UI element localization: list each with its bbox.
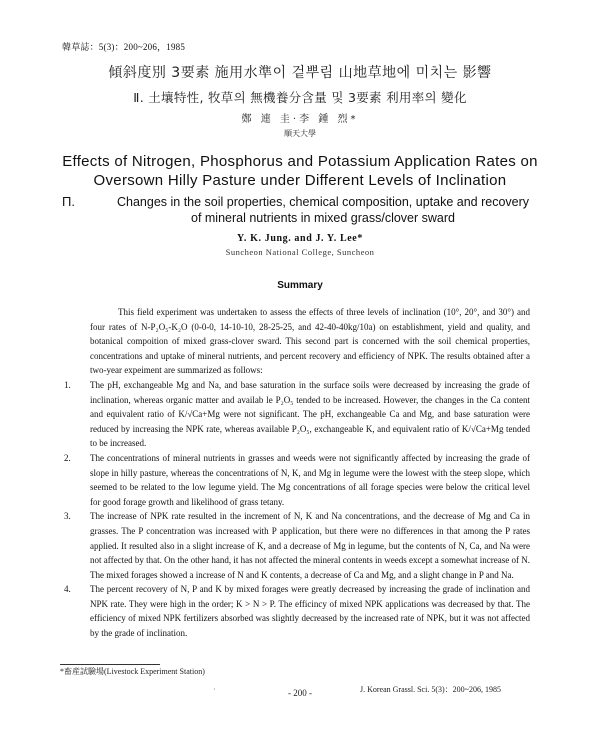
english-subtitle-number: Π. [62, 194, 75, 209]
summary-intro: This field experiment was undertaken to assess the effects of three levels of inclination (10°, 20°, and 30°) and four rates of N-P₂O₅-K₂O (0-0-0, 14-10-10, 28-25-25, and 42-40-40kg/10a) on establishment, yield and quality, and botanical compoition of mixed grass-clover sward. This second part is concerned with the soil chemical properties, concentrations and uptake of mineral nutrients, and percent recovery and efficiency of NPK. The results obtained after a two-year expeiment are summarized as follows: [90, 307, 530, 376]
summary-item-text: The concentrations of mineral nutrients in grasses and weeds were not significantly affected by increasing the grade of slope in hilly pasture, whereas the concentrations of N, K, and Mg in legume were the lowest with the steep slope, which seemed to be related to the low legume yield. The Mg concentrations of all forage species were below the critical level for good forage growth and likelihood of grass tetany. [90, 452, 530, 507]
summary-item-4 [64, 582, 530, 640]
footnote-divider [60, 664, 160, 665]
korean-subtitle: Ⅱ. 土壤特性, 牧草의 無機養分含量 및 3要素 利用率의 變化 [133, 90, 467, 105]
summary-item-number: 3. [64, 511, 71, 522]
english-affiliation: Suncheon National College, Suncheon [225, 247, 375, 257]
english-title [0, 152, 600, 190]
korean-title: 傾斜度別 3要素 施用水準이 겉뿌림 山地草地에 미치는 影響 [108, 65, 492, 81]
footnote-affiliation: *畜産試驗場(Livestock Experiment Station) [60, 667, 205, 676]
summary-list [64, 378, 530, 641]
page-number: - 200 - [288, 688, 312, 698]
summary-item-number: 2. [64, 452, 71, 463]
summary-item-text: The increase of NPK rate resulted in the increment of N, K and Na concentrations, and the decrease of Mg and Ca in grasses. The P concentration was increased with P application, but there were no differences in that among the P rates applied. It resulted also in a slight increase of K, and a decrease of Mg in legume, but the contents of N, Ca, and Na were not affected by that. On the other hand, it has not affected the mineral contents in weeds except a somewhat increase of N. The mixed forages showed a increase of N and K contents, a decrease of Ca and Mg, and a slight change in P and Na. [90, 511, 530, 580]
journal-citation-header: 韓草誌：5(3)：200~206，1985 [62, 42, 186, 52]
summary-item-3 [64, 509, 530, 582]
footer-journal-citation: J. Korean Grassl. Sci. 5(3)：200~206, 1985 [360, 685, 501, 694]
korean-authors: 鄭 連 圭·李 鍾 烈* [241, 114, 359, 125]
summary-item-2 [64, 451, 530, 509]
summary-item-text: The percent recovery of N, P and K by mixed forages were greatly decreased by increasing the grade of inclination and NPK rate. They were high in the order; K > N > P. The efficincy of mixed NPK applications was decreased by that. The efficiency of mixed NPK fertilizers absorbed was slightly decreased by the increased rate of NPK, but it was not affected by the grade of inclination. [90, 584, 530, 639]
summary-item-number: 4. [64, 584, 71, 595]
summary-item-text: The pH, exchangeable Mg and Na, and base saturation in the surface soils were decreased by increasing the grade of inclination, whereas organic matter and availab le P₂O₅ tended to be increased. However, the changes in the Ca content and equivalent ratio of K/√Ca+Mg were not significant. The pH, exchangeable Ca and Mg, and base saturation were reduced by increasing the NPK rate, whereas available P₂O₅, exchangeable K, and equivalent ratio of K/√Ca+Mg tended to be increased. [90, 379, 530, 449]
summary-heading: Summary [277, 280, 323, 291]
english-subtitle [62, 194, 562, 226]
english-authors: Y. K. Jung. and J. Y. Lee* [237, 233, 363, 244]
summary-item-number: 1. [64, 379, 71, 390]
footer-dot: · [213, 685, 216, 694]
english-subtitle-line-1: Changes in the soil properties, chemical composition, uptake and recovery [116, 195, 530, 209]
summary-item-1 [64, 378, 530, 451]
korean-affiliation: 順天大學 [284, 129, 316, 138]
english-subtitle-line-2: of mineral nutrients in mixed grass/clover sward [191, 211, 455, 225]
english-title-line-2: Oversown Hilly Pasture under Different Levels of Inclination [93, 172, 507, 189]
summary-body [64, 305, 530, 641]
english-title-line-1: Effects of Nitrogen, Phosphorus and Potassium Application Rates on [62, 153, 538, 170]
